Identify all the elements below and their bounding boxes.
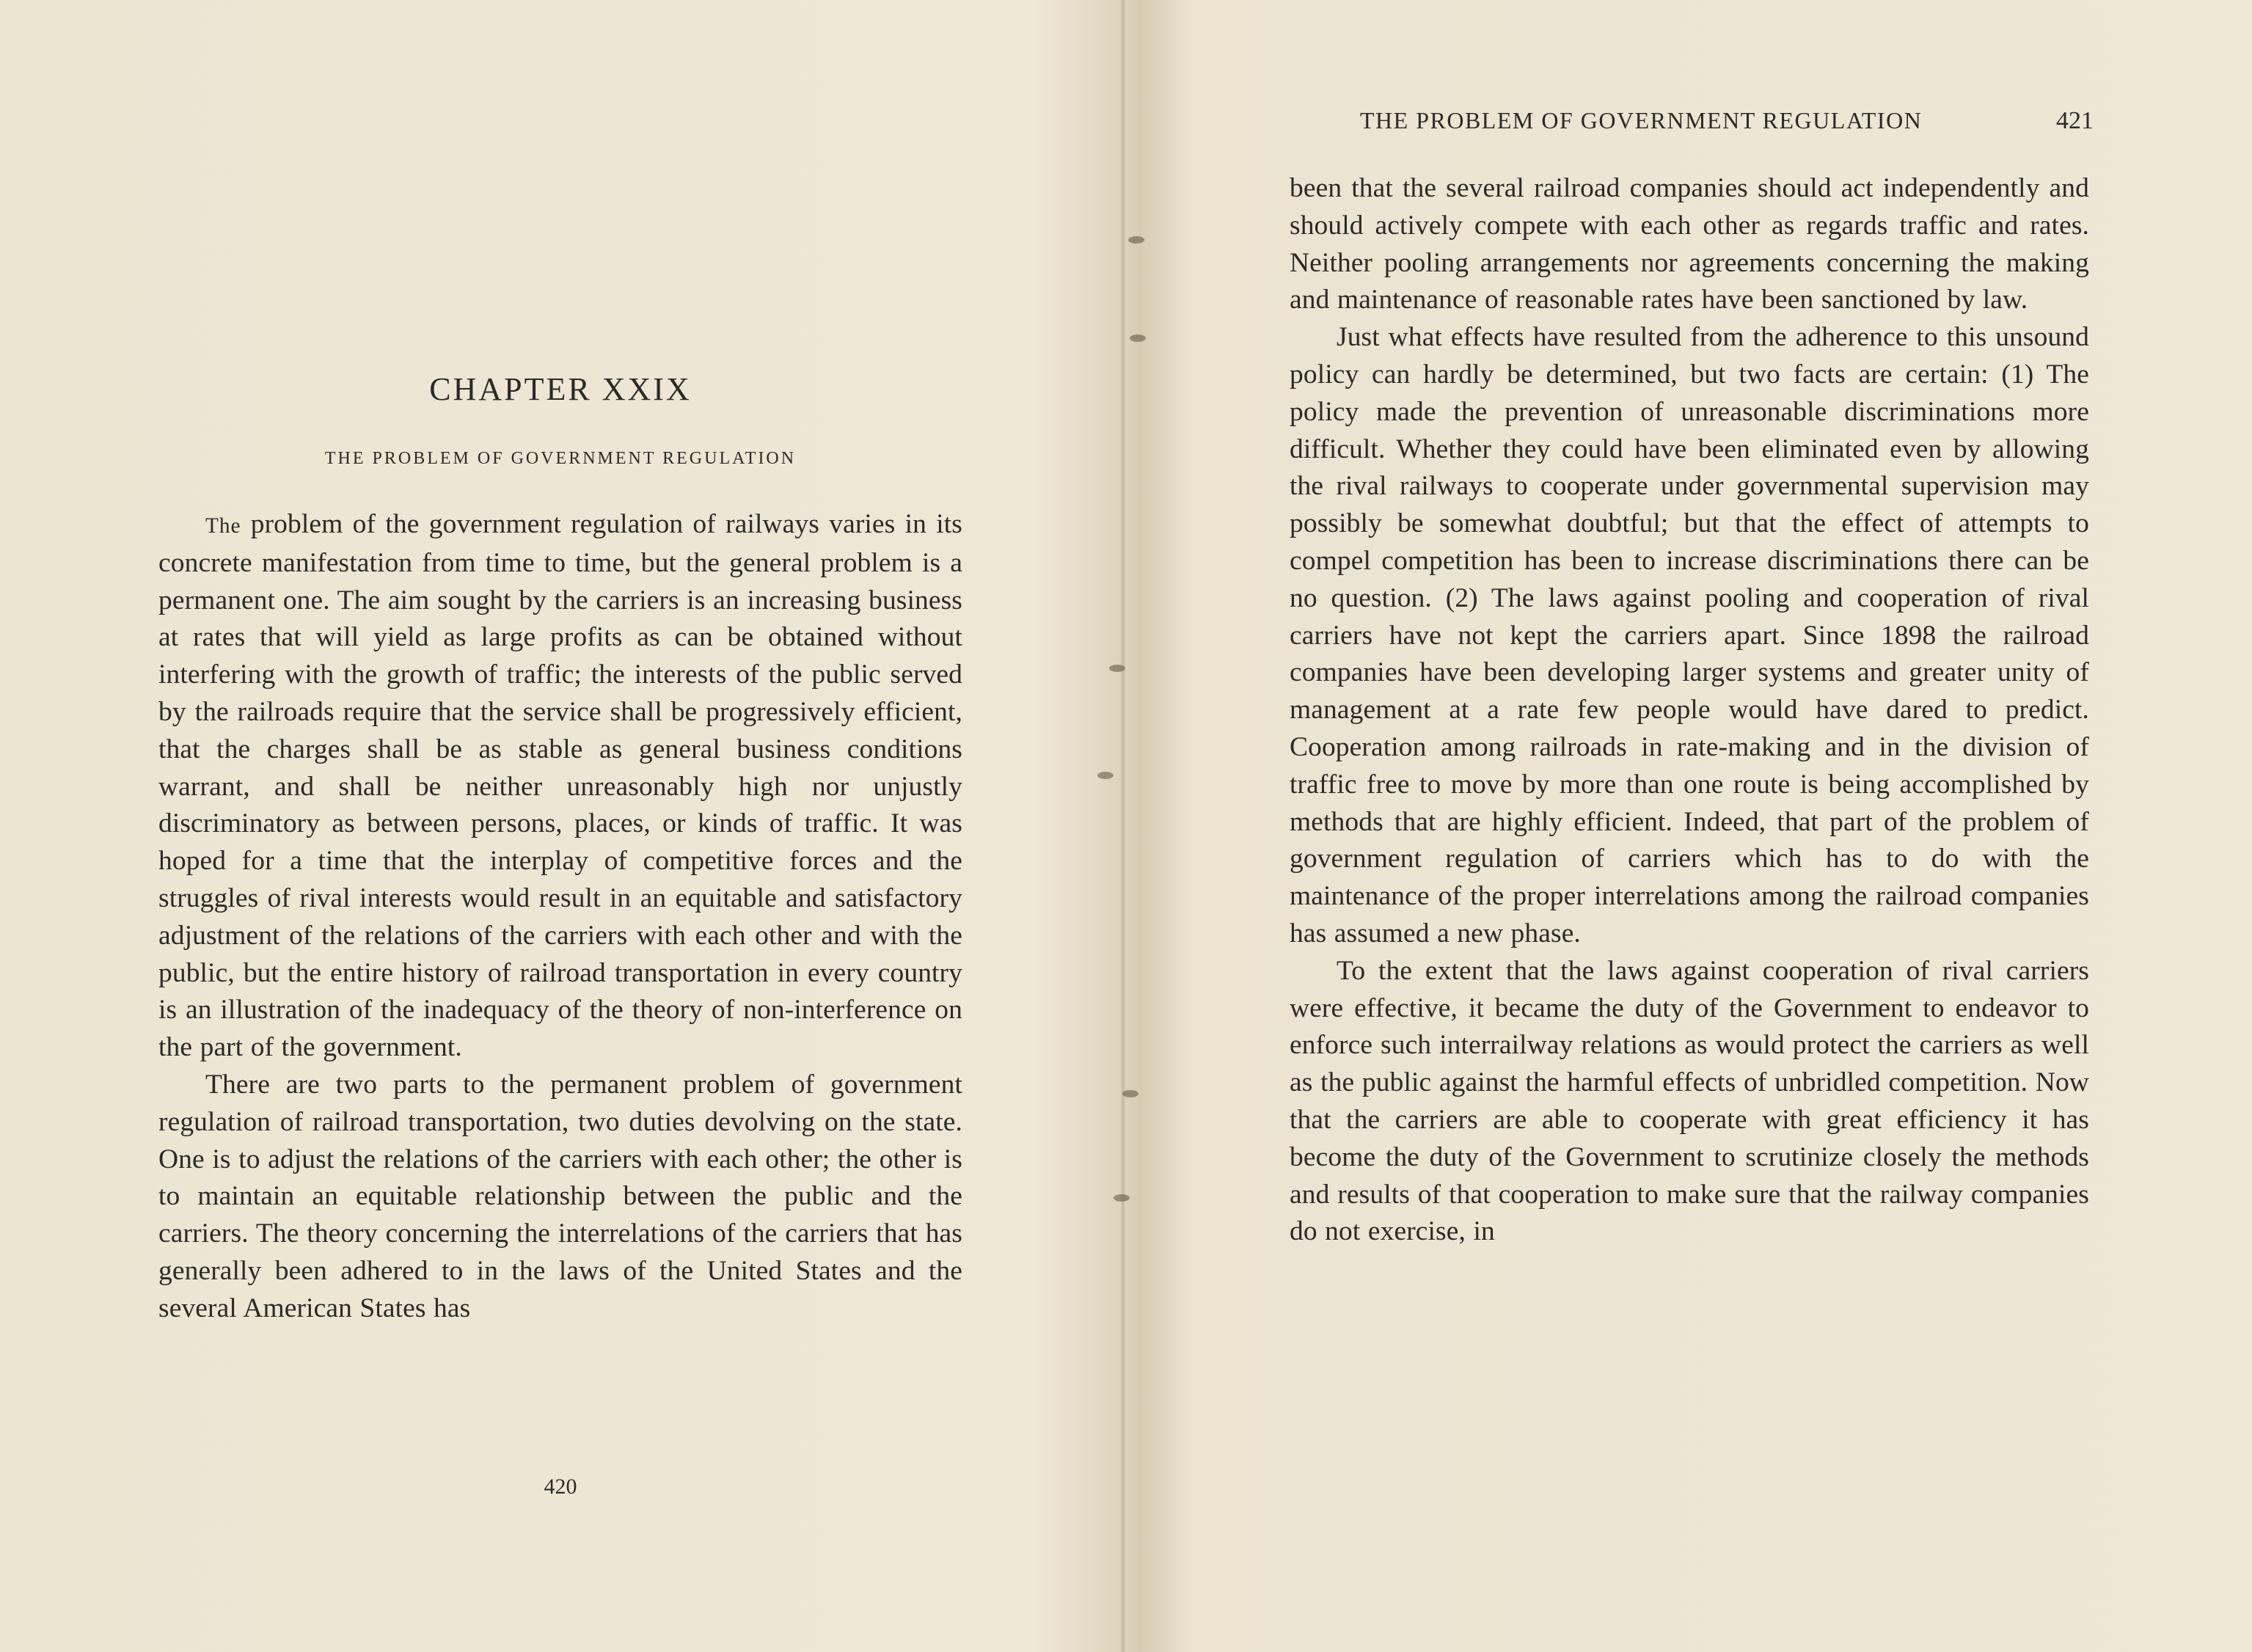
right-page <box>1125 0 2252 1652</box>
right-paragraph-1: Just what effects have resulted from the adherence to this unsound policy can hardly be determined, but two facts are certain: (1) The policy made the prevention of unreasonable discriminations more difficult. Whether they could have been eliminated even by allowing the rival railways to cooperate under governmental supervision may possibly be somewhat doubtful; but that the effect of attempts to compel competition has been to increase discriminations there can be no question. (2) The laws against pooling and cooperation of rival carriers have not kept the carriers apart. Since 1898 the railroad companies have been developing larger systems and greater unity of management at a rate few people would have dared to predict. Cooperation among railroads in rate-making and in the division of traffic free to move by more than one route is being accomplished by methods that are highly efficient. Indeed, that part of the problem of government regulation of carriers which has to do with the maintenance of the proper interrelations among the railroad companies has assumed a new phase. <box>1290 322 2089 949</box>
page-number-left: 420 <box>544 1474 577 1499</box>
binding-mark <box>1130 335 1146 342</box>
right-continuation-paragraph: been that the several railroad companies should act independently and should actively compete with each other as regards traffic and rates. Neither pooling arrangements nor agreements concerning the making and maintenance of reasonable rates have been sanctioned by law. <box>1290 173 2089 315</box>
binding-mark <box>1109 665 1125 672</box>
right-paragraph-2: To the extent that the laws against cooperation of rival carriers were effective, it became the duty of the Government to endeavor to enforce such interrailway relations as would protect the carriers as well as the public against the harmful effects of unbridled competition. Now that the carriers are able to cooperate with great efficiency it has become the duty of the Government to scrutinize closely the methods and results of that cooperation to make sure that the railway companies do not exercise, in <box>1290 955 2089 1247</box>
running-head <box>1360 107 2094 135</box>
paragraph-text: problem of the government regulation of railways varies in its concrete manifestation from time to time, but the general problem is a permanent one. The aim sought by the carriers is an increasing business at rates that will yield as large profits as can be obtained without interfering with the growth of traffic; the interests of the public served by the railroads require that the service shall be progressively efficient, that the charges shall be as stable as general business conditions warrant, and shall be neither unreasonably high nor unjustly discriminatory as between persons, places, or kinds of traffic. It was hoped for a time that the interplay of competitive forces and the struggles of rival interests would result in an equitable and satisfactory adjustment of the relations of the carriers with each other and with the public, but the entire history of railroad transportation in every country is an illustration of the inadequacy of the theory of non-interference on the part of the government. <box>158 509 962 1063</box>
binding-mark <box>1122 1090 1138 1097</box>
chapter-title: CHAPTER XXIX <box>429 371 692 407</box>
left-page <box>0 0 1121 1652</box>
left-paragraph-1 <box>158 506 962 1067</box>
running-head-title: THE PROBLEM OF GOVERNMENT REGULATION <box>1360 107 1923 134</box>
chapter-subtitle: THE PROBLEM OF GOVERNMENT REGULATION <box>324 449 797 468</box>
left-body-text <box>158 506 962 1328</box>
binding-mark <box>1128 236 1144 244</box>
paragraph-lead-word: The <box>205 514 241 538</box>
right-body-text <box>1290 170 2089 1251</box>
binding-mark <box>1097 772 1114 779</box>
binding-mark <box>1114 1194 1130 1202</box>
page-number-right: 421 <box>2056 107 2094 134</box>
left-paragraph-2: There are two parts to the permanent problem of government regulation of railroad transportation, two duties devolving on the state. One is to adjust the relations of the carriers with each other; the other is to maintain an equitable relationship between the public and the carriers. The theory concerning the interrelations of the carriers that has generally been adhered to in the laws of the United States and the several American States has <box>158 1069 962 1323</box>
